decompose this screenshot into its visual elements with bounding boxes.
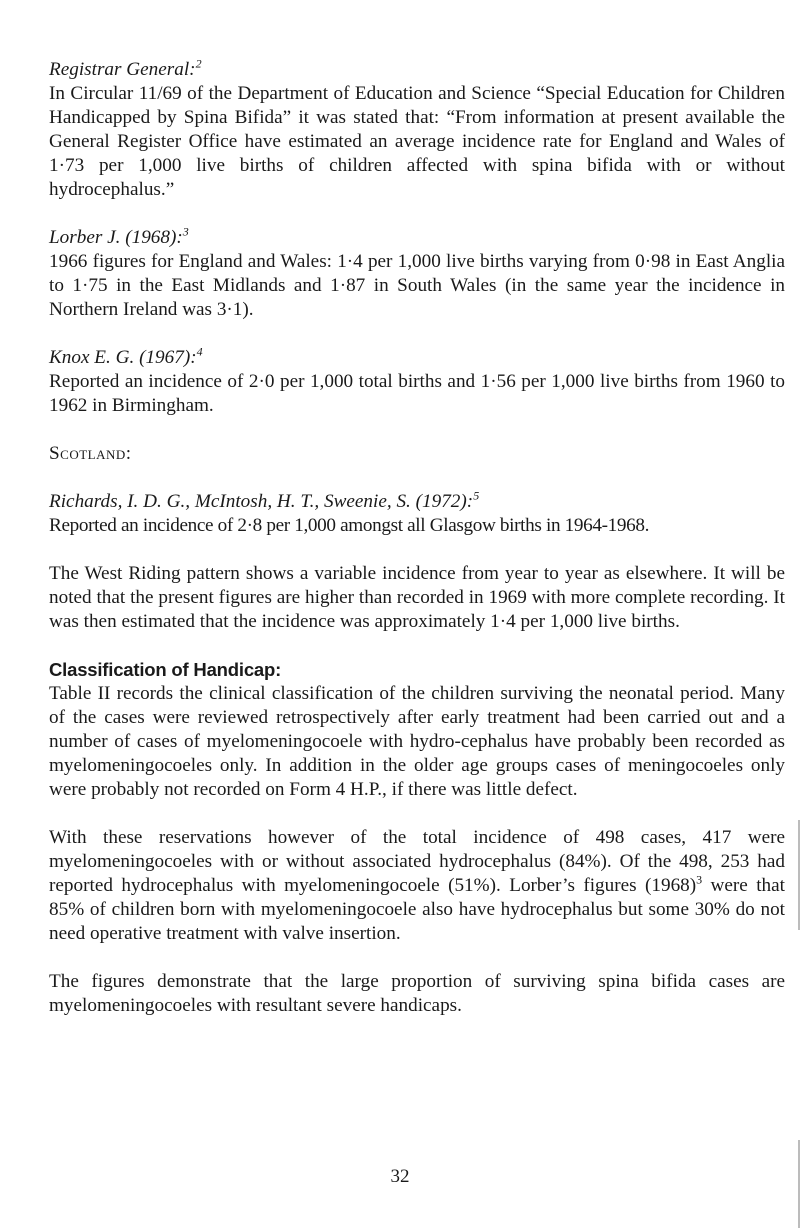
knox-text: Reported an incidence of 2·0 per 1,000 total births and 1·56 per 1,000 live births from 1960 to 1962 in Birmingham. <box>49 371 785 416</box>
document-page <box>49 58 785 1018</box>
lorber-text: 1966 figures for England and Wales: 1·4 per 1,000 live births varying from 0·98 in East Anglia to 1·75 in the East Midlands and 1·87 in South Wales (in the same year the incidence in Northern Ireland was 3·1). <box>49 251 785 320</box>
west-riding-paragraph: The West Riding pattern shows a variable incidence from year to year as elsewhere. It will be noted that the present figures are higher than recorded in 1969 with more complete recording. It was then estimated that the incidence was approximately 1·4 per 1,000 live births. <box>49 563 785 632</box>
classification-heading: Classification of Handicap: <box>49 659 282 680</box>
classification-paragraph: Table II records the clinical classification of the children surviving the neonatal period. Many of the cases were reviewed retrospectively after early treatment had been carried out and a number of cases of myelomeningocoele with hydro-cephalus have probably been recorded as myelomeningocoeles only. In addition in the older age groups cases of meningocoeles only were probably not recorded on Form 4 H.P., if there was little defect. <box>49 683 785 800</box>
conclusion-paragraph: The figures demonstrate that the large proportion of surviving spina bifida cases are myelomeningocoeles with resultant severe handicaps. <box>49 971 785 1016</box>
richards-text: Reported an incidence of 2·8 per 1,000 amongst all Glasgow births in 1964-1968. <box>49 515 650 536</box>
page-number: 32 <box>390 1166 410 1187</box>
registrar-general-heading: Registrar General:$^2$ <box>49 56 202 80</box>
registrar-general-text: In Circular 11/69 of the Department of Education and Science “Special Education for Children Handicapped by Spina Bifida” it was stated that: “From information at present available the General Register Office have estimated an average incidence rate for England and Wales of 1·73 per 1,000 live births of children affected with spina bifida with or without hydrocephalus.” <box>49 83 785 200</box>
lorber-heading: Lorber J. (1968):$^3$ <box>49 224 189 248</box>
knox-heading: Knox E. G. (1967):$^4$ <box>49 344 203 368</box>
reservations-paragraph: With these reservations however of the total incidence of 498 cases, 417 were myelomeningocoeles with or without associated hydrocephalus (84%). Of the 498, 253 had reported hydrocephalus with myelomeningocoele (51%). Lorber’s figures $(1968)^3$ were that 85% of children born with myelomeningocoele also have hydrocephalus but some 30% do not need operative treatment with valve insertion. <box>49 827 785 944</box>
scotland-heading: Scotland: <box>49 443 132 464</box>
richards-heading: Richards, I. D. G., McIntosh, H. T., Sweenie, S. (1972):$^5$ <box>49 488 480 512</box>
